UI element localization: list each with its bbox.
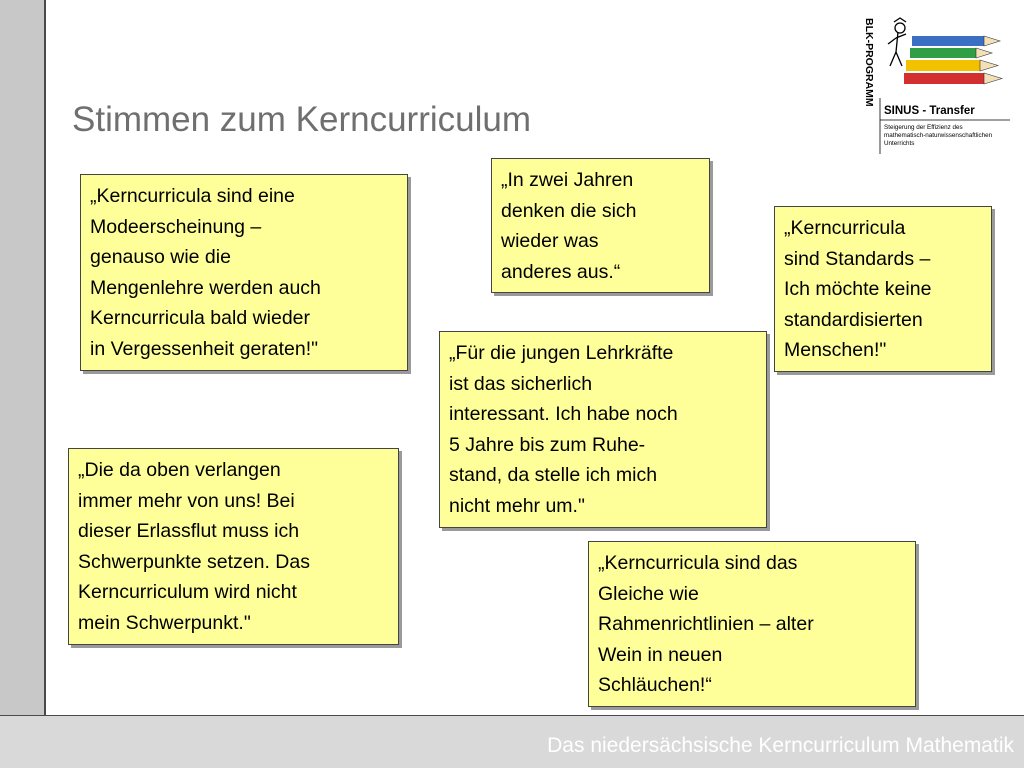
logo-figure <box>888 18 906 66</box>
quote-box-die-da-oben: „Die da oben verlangen immer mehr von uns! Bei dieser Erlassflut muss ich Schwerpunkte setzen. Das Kerncurriculum wird nicht mein Schwerpunkt." <box>68 448 399 645</box>
logo-tagline-2: mathematisch-naturwissenschaftlichen <box>884 132 993 139</box>
logo-program-text: BLK-PROGRAMM <box>863 18 875 107</box>
logo-pencils <box>904 36 1002 84</box>
quote-box-standards: „Kerncurricula sind Standards – Ich möchte keine standardisierten Menschen!" <box>774 206 992 372</box>
left-sidebar-band <box>0 0 44 768</box>
sinus-transfer-logo <box>860 14 1010 154</box>
slide-title: Stimmen zum Kerncurriculum <box>72 100 531 139</box>
quote-box-zwei-jahren: „In zwei Jahren denken die sich wieder was anderes aus.“ <box>491 158 710 293</box>
quote-box-rahmenrichtlinien: „Kerncurricula sind das Gleiche wie Rahmenrichtlinien – alter Wein in neuen Schläuchen!“ <box>588 541 916 707</box>
logo-tagline-1: Steigerung der Effizienz des <box>884 124 963 131</box>
left-divider-line <box>44 0 46 768</box>
footer-text: Das niedersächsische Kerncurriculum Mathematik <box>547 734 1014 757</box>
logo-tagline-3: Unterrichts <box>884 140 915 147</box>
quote-box-modeerscheinung: „Kerncurricula sind eine Modeerscheinung – genauso wie die Mengenlehre werden auch Kerncurricula bald wieder in Vergessenheit geraten!" <box>80 174 408 371</box>
quote-box-junge-lehrkraefte: „Für die jungen Lehrkräfte ist das sicherlich interessant. Ich habe noch 5 Jahre bis zum Ruhe- stand, da stelle ich mich nicht mehr um." <box>439 331 767 528</box>
logo-name: SINUS - Transfer <box>884 105 975 117</box>
